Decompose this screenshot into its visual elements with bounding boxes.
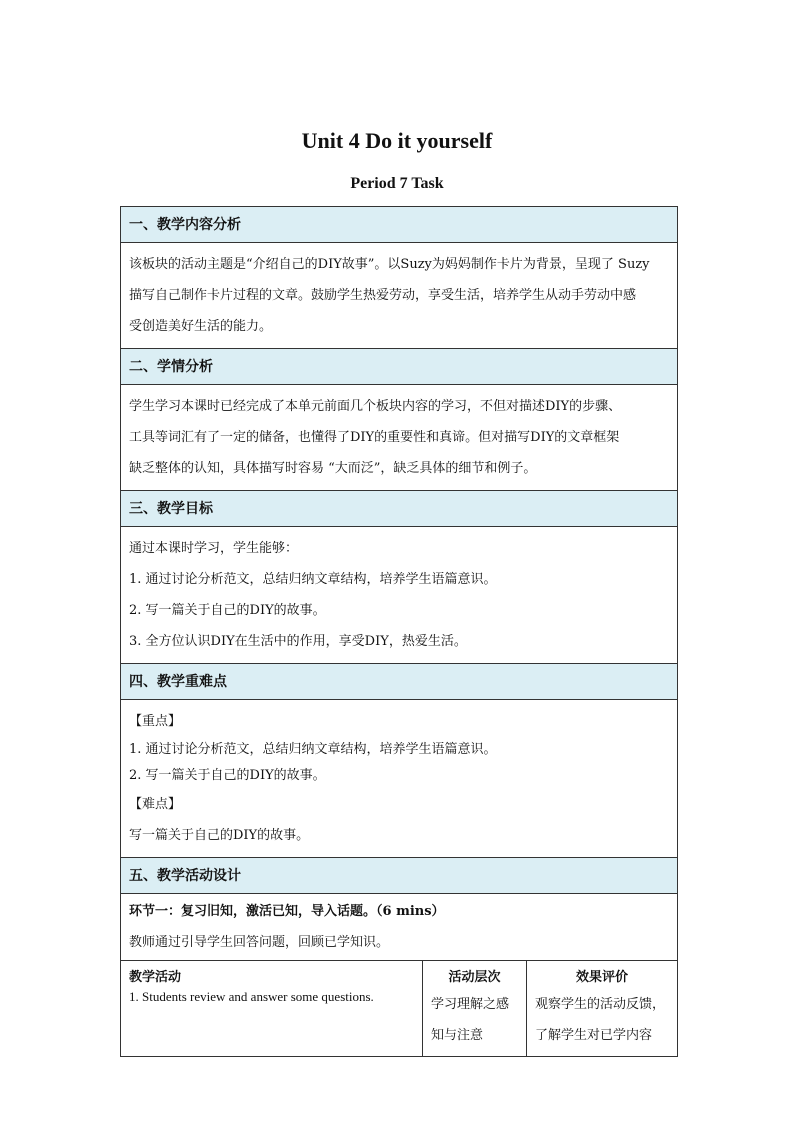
document-subtitle: Period 7 Task xyxy=(350,175,444,192)
level-line: 学习理解之感 xyxy=(431,997,510,1012)
step-block xyxy=(121,894,677,961)
paragraph-line: 描写自己制作卡片过程的文章。鼓励学生热爱劳动，享受生活，培养学生从动手劳动中感 xyxy=(129,288,637,303)
section-body xyxy=(121,700,677,858)
step-title: 环节一：复习旧知，激活已知，导入话题。（6 mins） xyxy=(129,904,445,919)
step-description: 教师通过引导学生回答问题，回顾已学知识。 xyxy=(129,935,390,950)
section-heading: 五、教学活动设计 xyxy=(121,858,677,894)
document-title: Unit 4 Do it yourself xyxy=(301,128,493,153)
paragraph-line: 学生学习本课时已经完成了本单元前面几个板块内容的学习，不但对描述DIY的步骤、 xyxy=(129,399,622,414)
section-heading: 二、学情分析 xyxy=(121,349,677,385)
paragraph-line: 工具等词汇有了一定的储备，也懂得了DIY的重要性和真谛。但对描写DIY的文章框架 xyxy=(129,430,620,445)
section-heading: 四、教学重难点 xyxy=(121,664,677,700)
key-point-item: 1. 通过讨论分析范文，总结归纳文章结构，培养学生语篇意识。 xyxy=(129,742,497,757)
lesson-plan-table xyxy=(120,206,678,1057)
section-body xyxy=(121,385,677,491)
evaluation-line: 了解学生对已学内容 xyxy=(535,1028,653,1043)
activity-row xyxy=(121,961,677,1056)
objectives-intro: 通过本课时学习，学生能够： xyxy=(129,541,299,556)
paragraph-line: 缺乏整体的认知，具体描写时容易 “大而泛”，缺乏具体的细节和例子。 xyxy=(129,461,537,476)
level-column xyxy=(423,961,527,1056)
section-heading: 三、教学目标 xyxy=(121,491,677,527)
evaluation-header: 效果评价 xyxy=(575,970,628,985)
evaluation-line: 观察学生的活动反馈， xyxy=(535,997,666,1012)
activity-text: 1. Students review and answer some questions. xyxy=(129,989,374,1004)
evaluation-column xyxy=(527,961,677,1056)
objective-item: 2. 写一篇关于自己的DIY的故事。 xyxy=(129,603,326,618)
paragraph-line: 受创造美好生活的能力。 xyxy=(129,319,273,334)
activity-header: 教学活动 xyxy=(129,970,182,985)
key-points-label: 【重点】 xyxy=(129,714,182,729)
section-body xyxy=(121,527,677,664)
paragraph-line: 该板块的活动主题是“介绍自己的DIY故事”。以Suzy为妈妈制作卡片为背景，呈现了 Suzy xyxy=(129,257,650,272)
section-heading: 一、教学内容分析 xyxy=(121,207,677,243)
level-header: 活动层次 xyxy=(448,970,501,985)
objective-item: 3. 全方位认识DIY在生活中的作用，享受DIY，热爱生活。 xyxy=(129,634,467,649)
key-point-item: 2. 写一篇关于自己的DIY的故事。 xyxy=(129,768,326,783)
difficulty-text: 写一篇关于自己的DIY的故事。 xyxy=(129,828,310,843)
objective-item: 1. 通过讨论分析范文，总结归纳文章结构，培养学生语篇意识。 xyxy=(129,572,497,587)
activity-column xyxy=(121,961,423,1056)
difficulty-label: 【难点】 xyxy=(129,797,182,812)
section-body xyxy=(121,243,677,349)
level-line: 知与注意 xyxy=(431,1028,484,1043)
